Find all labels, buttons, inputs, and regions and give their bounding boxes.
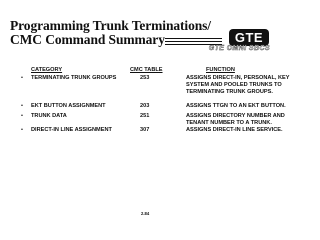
gte-omni-sbcs-wordmark: GTE OMNI SBCS bbox=[208, 45, 270, 52]
bullet-icon: • bbox=[21, 75, 23, 81]
row-function-line: ASSIGNS DIRECTORY NUMBER AND bbox=[186, 113, 285, 119]
row-function-line: ASSIGNS TTGN TO AN EKT BUTTON. bbox=[186, 103, 286, 109]
bullet-icon: • bbox=[21, 127, 23, 133]
row-category: TERMINATING TRUNK GROUPS bbox=[31, 75, 117, 81]
row-function-line: TERMINATING TRUNK GROUPS. bbox=[186, 89, 273, 95]
column-header-cmc-table: CMC TABLE bbox=[130, 67, 163, 73]
bullet-icon: • bbox=[21, 103, 23, 109]
row-function-line: SYSTEM AND POOLED TRUNKS TO bbox=[186, 82, 282, 88]
row-cmc-table: 203 bbox=[140, 103, 150, 109]
title-rule-middle bbox=[165, 41, 222, 42]
gte-logo: GTE bbox=[229, 29, 269, 46]
row-cmc-table: 253 bbox=[140, 75, 150, 81]
page-title-line-2: CMC Command Summary bbox=[10, 32, 165, 47]
row-category: DIRECT-IN LINE ASSIGNMENT bbox=[31, 127, 112, 133]
row-category: TRUNK DATA bbox=[31, 113, 67, 119]
column-header-category: CATEGORY bbox=[31, 67, 63, 73]
page-number: 2.84 bbox=[141, 211, 150, 216]
row-cmc-table: 251 bbox=[140, 113, 150, 119]
bullet-icon: • bbox=[21, 113, 23, 119]
row-function-line: ASSIGNS DIRECT-IN, PERSONAL, KEY bbox=[186, 75, 290, 81]
row-function-line: TENANT NUMBER TO A TRUNK. bbox=[186, 120, 272, 126]
title-rule-top bbox=[165, 38, 222, 39]
page-title-line-1: Programming Trunk Terminations/ bbox=[10, 18, 211, 33]
row-function-line: ASSIGNS DIRECT-IN LINE SERVICE. bbox=[186, 127, 283, 133]
row-cmc-table: 307 bbox=[140, 127, 150, 133]
column-header-function: FUNCTION bbox=[206, 67, 235, 73]
row-category: EKT BUTTON ASSIGNMENT bbox=[31, 103, 106, 109]
